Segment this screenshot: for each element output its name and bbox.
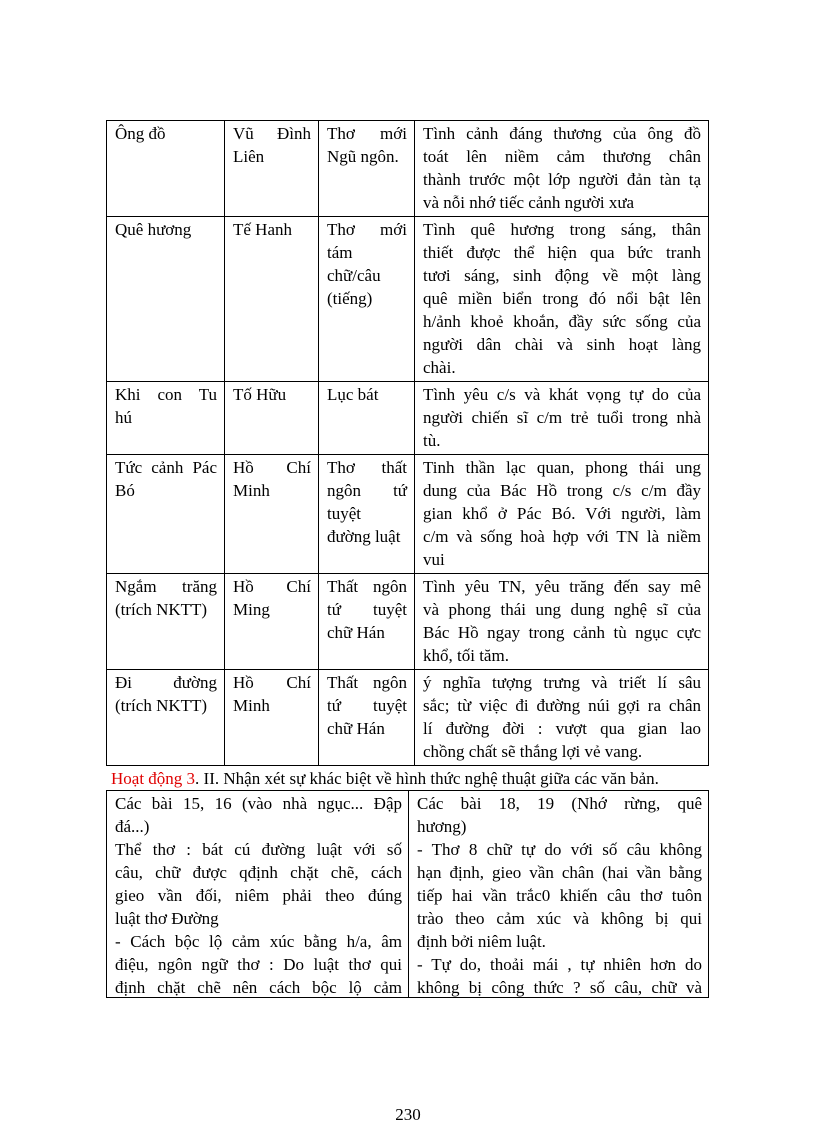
cell-line: Bác Hồ ngay trong cảnh tù ngục cực <box>423 623 701 642</box>
cell-line: định chặt chẽ nên cách bộc lộ cảm <box>115 978 402 997</box>
cell-line: Tố Hữu <box>233 385 287 404</box>
cell-line: gian khổ ở Pác Bó. Với người, làm <box>423 504 701 523</box>
cell-line: Lục bát <box>327 385 379 404</box>
works-table-row <box>107 670 709 766</box>
cell-line: thành trước một lớp người đản tàn tạ <box>423 170 701 189</box>
cell-line: tù. <box>423 431 441 450</box>
cell-line: thiết được thể hiện qua bức tranh <box>423 243 701 262</box>
cell-line: định bởi niêm luật. <box>417 932 546 951</box>
cell-content <box>415 382 709 455</box>
cell-line: tuyệt <box>327 504 361 523</box>
cell-line: - Tự do, thoải mái , tự nhiên hơn do <box>417 955 702 974</box>
cell-line: người chiến sĩ c/m trẻ tuổi trong nhà <box>423 408 701 427</box>
works-table-row <box>107 574 709 670</box>
cell-line: Thơ thất <box>327 458 407 477</box>
cell-line: - Cách bộc lộ cảm xúc bằng h/a, âm <box>115 932 402 951</box>
cell-line: ý nghĩa tượng trưng và triết lí sâu <box>423 673 701 692</box>
cell-line: toát lên niềm cảm thương chân <box>423 147 701 166</box>
cell-author <box>225 670 319 766</box>
cell-line: câu, chữ được qđịnh chặt chẽ, cách <box>115 863 402 882</box>
cell-line: hú <box>115 408 132 427</box>
cell-form <box>319 217 415 382</box>
cell-line: Các bài 18, 19 (Nhớ rừng, quê <box>417 794 702 813</box>
cell-author <box>225 574 319 670</box>
activity-heading <box>111 768 711 790</box>
cell-line: chữ Hán <box>327 719 385 738</box>
cell-author <box>225 121 319 217</box>
cell-title <box>107 455 225 574</box>
cell-line: c/m và sống hoà hợp với TN là niềm <box>423 527 701 546</box>
cell-line: Minh <box>233 481 270 500</box>
cell-line: khổ, tối tăm. <box>423 646 509 665</box>
cell-line: chài. <box>423 358 456 377</box>
cell-line: Hồ Chí <box>233 577 311 596</box>
cell-line: Tế Hanh <box>233 220 293 239</box>
cell-line: Thất ngôn <box>327 673 407 692</box>
cell-line: Tức cảnh Pác <box>115 458 217 477</box>
cell-line: đá...) <box>115 817 150 836</box>
cell-form <box>319 455 415 574</box>
cell-line: Hồ Chí <box>233 458 311 477</box>
cell-line: Thơ mới <box>327 220 407 239</box>
cell-line: chồng chất sẽ thắng lợi vẻ vang. <box>423 742 643 761</box>
cell-title <box>107 121 225 217</box>
cell-author <box>225 455 319 574</box>
cell-author <box>225 382 319 455</box>
cell-line: hạn định, gieo vần chân (hai vần bằng <box>417 863 702 882</box>
cell-content <box>415 670 709 766</box>
cell-line: không bị công thức ? số câu, chữ và <box>417 978 702 997</box>
cell-line: (trích NKTT) <box>115 600 208 619</box>
cell-line: tứ tuyệt <box>327 600 407 619</box>
works-table-row <box>107 121 709 217</box>
cell-line: Liên <box>233 147 265 166</box>
cell-line: Ming <box>233 600 270 619</box>
cell-line: Đi đường <box>115 673 217 692</box>
cell-line: chữ Hán <box>327 623 385 642</box>
cell-line: Ông đồ <box>115 124 166 143</box>
cell-form <box>319 121 415 217</box>
cell-line: điệu, ngôn ngữ thơ : Do luật thơ qui <box>115 955 402 974</box>
literary-works-table <box>106 120 709 766</box>
activity-label: Hoạt động 3 <box>111 769 196 788</box>
cell-line: và phong thái ung dung nghệ sĩ của <box>423 600 701 619</box>
cell-line: gieo vần đối, niêm phải theo đúng <box>115 886 402 905</box>
cell-line: trào theo cảm xúc và không bị qui <box>417 909 702 928</box>
cell-line: lí đường đời : vượt qua gian lao <box>423 719 701 738</box>
cell-line: (tiếng) <box>327 289 373 308</box>
cell-line: tám <box>327 243 353 262</box>
page-number: 230 <box>395 1105 421 1124</box>
cell-line: dung của Bác Hồ trong c/s c/m đầy <box>423 481 701 500</box>
works-table-body <box>107 121 709 766</box>
cell-line: Tình yêu TN, yêu trăng đến say mê <box>423 577 701 596</box>
cell-line: Vũ Đình <box>233 124 311 143</box>
cell-line: Tình quê hương trong sáng, thân <box>423 220 701 239</box>
cell-content <box>415 121 709 217</box>
cell-line: luật thơ Đường <box>115 909 219 928</box>
cell-line: người dân chài và sinh hoạt làng <box>423 335 701 354</box>
works-table-row <box>107 382 709 455</box>
cell-line: Thể thơ : bát cú đường luật với số <box>115 840 402 859</box>
cell-line: hương) <box>417 817 467 836</box>
cell-line: Hồ Chí <box>233 673 311 692</box>
cell-line: ngôn tứ <box>327 481 407 500</box>
cell-line: (trích NKTT) <box>115 696 208 715</box>
comparison-table <box>106 790 709 998</box>
activity-text: . II. Nhận xét sự khác biệt về hình thức nghệ thuật giữa các văn bản. <box>195 769 659 788</box>
cell-content <box>415 455 709 574</box>
cell-line: Thơ mới <box>327 124 407 143</box>
cell-line: và nỗi nhớ tiếc cảnh người xưa <box>423 193 635 212</box>
cell-form <box>319 670 415 766</box>
comparison-right-cell <box>409 791 709 998</box>
cell-line: tứ tuyệt <box>327 696 407 715</box>
comparison-row <box>107 791 709 998</box>
works-table-row <box>107 217 709 382</box>
cell-line: - Thơ 8 chữ tự do với số câu không <box>417 840 702 859</box>
cell-title <box>107 574 225 670</box>
cell-line: Bó <box>115 481 135 500</box>
cell-form <box>319 574 415 670</box>
cell-line: Minh <box>233 696 270 715</box>
cell-content <box>415 217 709 382</box>
cell-line: sắc; từ việc đi đường núi gợi ra chân <box>423 696 701 715</box>
cell-content <box>415 574 709 670</box>
cell-line: Ngắm trăng <box>115 577 217 596</box>
cell-line: Tình yêu c/s và khát vọng tự do của <box>423 385 701 404</box>
cell-line: tươi sáng, sinh động về một làng <box>423 266 701 285</box>
cell-line: chữ/câu <box>327 266 381 285</box>
cell-title <box>107 382 225 455</box>
works-table-row <box>107 455 709 574</box>
comparison-left-cell <box>107 791 409 998</box>
cell-line: Ngũ ngôn. <box>327 147 399 166</box>
cell-author <box>225 217 319 382</box>
cell-line: vui <box>423 550 445 569</box>
cell-line: quê miền biển trong đó nổi bật lên <box>423 289 701 308</box>
cell-line: Khi con Tu <box>115 385 217 404</box>
cell-title <box>107 217 225 382</box>
cell-line: đường luật <box>327 527 401 546</box>
cell-line: Tình cảnh đáng thương của ông đồ <box>423 124 701 143</box>
cell-line: Thất ngôn <box>327 577 407 596</box>
cell-line: Các bài 15, 16 (vào nhà ngục... Đập <box>115 794 402 813</box>
cell-line: Tinh thần lạc quan, phong thái ung <box>423 458 701 477</box>
cell-line: h/ảnh khoẻ khoắn, đầy sức sống của <box>423 312 701 331</box>
cell-title <box>107 670 225 766</box>
cell-line: Quê hương <box>115 220 192 239</box>
cell-form <box>319 382 415 455</box>
cell-line: tiếp hai vần trắc0 khiến câu thơ tuôn <box>417 886 702 905</box>
